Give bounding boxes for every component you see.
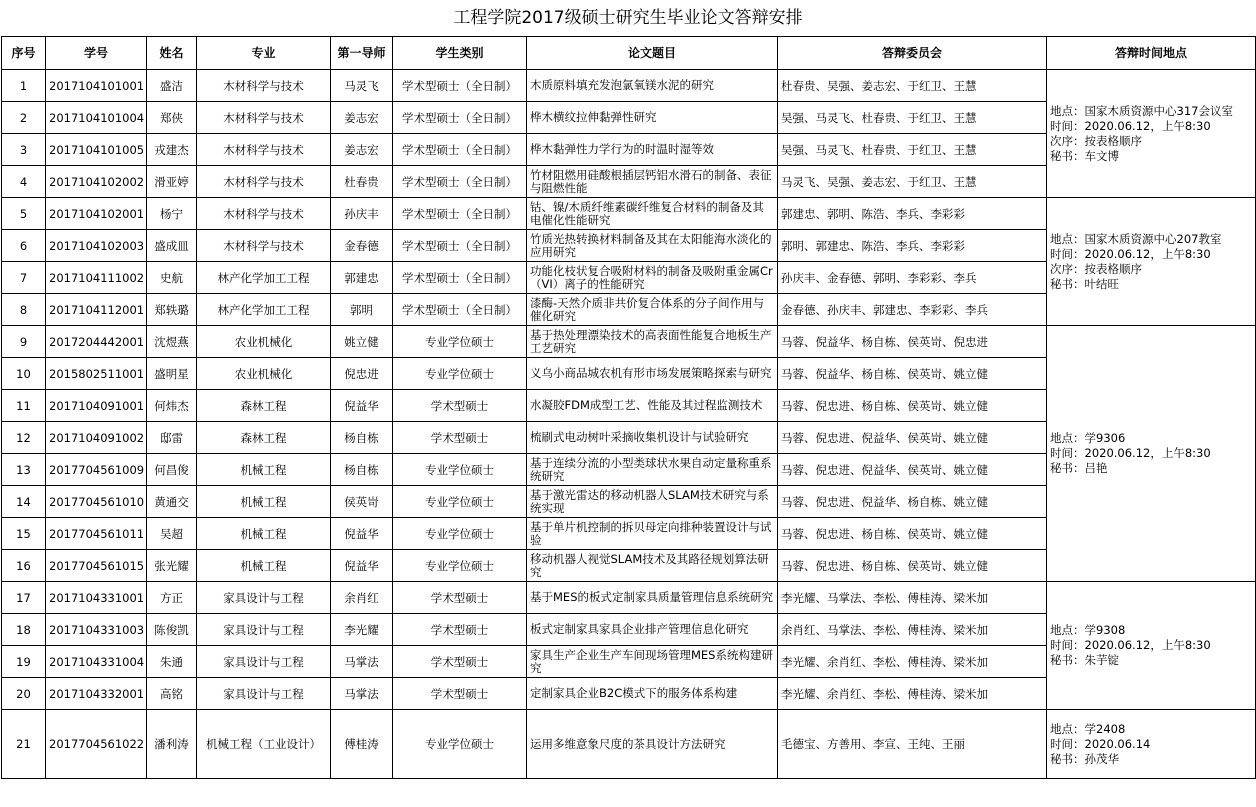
cell-major: 机械工程 bbox=[197, 486, 331, 518]
cell-student-id: 2017104112001 bbox=[46, 294, 147, 326]
cell-major: 森林工程 bbox=[197, 390, 331, 422]
cell-name: 郑轶璐 bbox=[147, 294, 197, 326]
cell-no: 17 bbox=[2, 582, 46, 614]
cell-no: 21 bbox=[2, 710, 46, 779]
cell-name: 何昌俊 bbox=[147, 454, 197, 486]
cell-no: 12 bbox=[2, 422, 46, 454]
cell-student-id: 2015802511001 bbox=[46, 358, 147, 390]
cell-student-type: 学术型硕士 bbox=[393, 646, 527, 678]
cell-name: 吴超 bbox=[147, 518, 197, 550]
cell-topic: 移动机器人视觉SLAM技术及其路径规划算法研究 bbox=[527, 550, 778, 582]
cell-student-type: 专业学位硕士 bbox=[393, 550, 527, 582]
cell-name: 滑亚婷 bbox=[147, 166, 197, 198]
cell-no: 6 bbox=[2, 230, 46, 262]
cell-student-type: 学术型硕士 bbox=[393, 390, 527, 422]
cell-topic: 定制家具企业B2C模式下的服务体系构建 bbox=[527, 678, 778, 710]
cell-name: 杨宁 bbox=[147, 198, 197, 230]
cell-name: 陈俊凯 bbox=[147, 614, 197, 646]
cell-no: 15 bbox=[2, 518, 46, 550]
cell-name: 方正 bbox=[147, 582, 197, 614]
cell-name: 何炜杰 bbox=[147, 390, 197, 422]
cell-advisor: 侯英岢 bbox=[331, 486, 393, 518]
cell-no: 18 bbox=[2, 614, 46, 646]
cell-student-type: 学术型硕士 bbox=[393, 582, 527, 614]
cell-advisor: 杜春贵 bbox=[331, 166, 393, 198]
cell-no: 13 bbox=[2, 454, 46, 486]
cell-advisor: 倪益华 bbox=[331, 518, 393, 550]
cell-name: 沈煜燕 bbox=[147, 326, 197, 358]
cell-major: 木材科学与技术 bbox=[197, 166, 331, 198]
cell-committee: 郭明、郭建忠、陈浩、李兵、李彩彩 bbox=[778, 230, 1047, 262]
page-title: 工程学院2017级硕士研究生毕业论文答辩安排 bbox=[453, 8, 803, 28]
header-row bbox=[2, 37, 1256, 70]
cell-major: 农业机械化 bbox=[197, 358, 331, 390]
cell-location-group: 地点：学9306 时间：2020.06.12，上午8:30 秘书：吕艳 bbox=[1047, 326, 1256, 582]
cell-topic: 钴、镍/木质纤维素碳纤维复合材料的制备及其电催化性能研究 bbox=[527, 198, 778, 230]
cell-advisor: 杨自栋 bbox=[331, 454, 393, 486]
cell-no: 7 bbox=[2, 262, 46, 294]
cell-location-group: 地点：国家木质资源中心317会议室 时间：2020.06.12，上午8:30 次序：按表格顺序 秘书：车文博 bbox=[1047, 70, 1256, 198]
cell-committee: 马蓉、倪忠进、倪益华、杨自栋、姚立健 bbox=[778, 486, 1047, 518]
cell-student-id: 2017704561011 bbox=[46, 518, 147, 550]
cell-location-group: 地点：学9308 时间：2020.06.12，上午8:30 秘书：朱芋锭 bbox=[1047, 582, 1256, 710]
cell-major: 林产化学加工工程 bbox=[197, 294, 331, 326]
cell-no: 16 bbox=[2, 550, 46, 582]
cell-topic: 家具生产企业生产车间现场管理MES系统构建研究 bbox=[527, 646, 778, 678]
cell-topic: 基于单片机控制的拆贝母定向排种装置设计与试验 bbox=[527, 518, 778, 550]
cell-committee: 马蓉、倪忠进、杨自栋、侯英岢、姚立健 bbox=[778, 518, 1047, 550]
cell-student-type: 学术型硕士（全日制） bbox=[393, 198, 527, 230]
cell-name: 邸雷 bbox=[147, 422, 197, 454]
cell-committee: 杜春贵、吴强、姜志宏、于红卫、王慧 bbox=[778, 70, 1047, 102]
cell-topic: 基于激光雷达的移动机器人SLAM技术研究与系统实现 bbox=[527, 486, 778, 518]
cell-student-type: 学术型硕士 bbox=[393, 614, 527, 646]
cell-topic: 水凝胶FDM成型工艺、性能及其过程监测技术 bbox=[527, 390, 778, 422]
cell-committee: 金春德、孙庆丰、郭建忠、李彩彩、李兵 bbox=[778, 294, 1047, 326]
cell-committee: 孙庆丰、金春德、郭明、李彩彩、李兵 bbox=[778, 262, 1047, 294]
cell-advisor: 李光耀 bbox=[331, 614, 393, 646]
cell-student-id: 2017704561009 bbox=[46, 454, 147, 486]
cell-name: 盛明星 bbox=[147, 358, 197, 390]
cell-student-id: 2017104101004 bbox=[46, 102, 147, 134]
col-header-id: 学号 bbox=[46, 37, 147, 70]
cell-no: 2 bbox=[2, 102, 46, 134]
col-header-type: 学生类别 bbox=[393, 37, 527, 70]
cell-student-type: 学术型硕士（全日制） bbox=[393, 294, 527, 326]
cell-major: 木材科学与技术 bbox=[197, 134, 331, 166]
cell-committee: 余肖红、马掌法、李松、傅桂涛、梁米加 bbox=[778, 614, 1047, 646]
cell-committee: 吴强、马灵飞、杜春贵、于红卫、王慧 bbox=[778, 102, 1047, 134]
col-header-advisor: 第一导师 bbox=[331, 37, 393, 70]
cell-committee: 马蓉、倪益华、杨自栋、侯英岢、姚立健 bbox=[778, 358, 1047, 390]
col-header-no: 序号 bbox=[2, 37, 46, 70]
cell-topic: 义乌小商品城农机有形市场发展策略探索与研究 bbox=[527, 358, 778, 390]
cell-advisor: 金春德 bbox=[331, 230, 393, 262]
cell-student-type: 学术型硕士 bbox=[393, 422, 527, 454]
cell-committee: 马蓉、倪忠进、倪益华、侯英岢、姚立健 bbox=[778, 454, 1047, 486]
cell-student-id: 2017104102001 bbox=[46, 198, 147, 230]
cell-student-type: 专业学位硕士 bbox=[393, 518, 527, 550]
cell-student-type: 学术型硕士 bbox=[393, 678, 527, 710]
cell-committee: 马蓉、倪忠进、倪益华、侯英岢、姚立健 bbox=[778, 422, 1047, 454]
cell-no: 19 bbox=[2, 646, 46, 678]
table-row bbox=[2, 326, 1256, 358]
cell-name: 盛洁 bbox=[147, 70, 197, 102]
col-header-committee: 答辩委员会 bbox=[778, 37, 1047, 70]
cell-student-id: 2017104331003 bbox=[46, 614, 147, 646]
cell-student-type: 学术型硕士（全日制） bbox=[393, 166, 527, 198]
cell-advisor: 郭建忠 bbox=[331, 262, 393, 294]
cell-advisor: 傅桂涛 bbox=[331, 710, 393, 779]
cell-location-group: 地点：学2408 时间：2020.06.14 秘书：孙茂华 bbox=[1047, 710, 1256, 779]
cell-student-id: 2017704561015 bbox=[46, 550, 147, 582]
cell-student-id: 2017104102002 bbox=[46, 166, 147, 198]
cell-major: 机械工程 bbox=[197, 518, 331, 550]
cell-committee: 马灵飞、吴强、姜志宏、于红卫、王慧 bbox=[778, 166, 1047, 198]
cell-advisor: 郭明 bbox=[331, 294, 393, 326]
cell-name: 朱通 bbox=[147, 646, 197, 678]
cell-name: 潘利涛 bbox=[147, 710, 197, 779]
col-header-location: 答辩时间地点 bbox=[1047, 37, 1256, 70]
table-row bbox=[2, 198, 1256, 230]
cell-advisor: 倪益华 bbox=[331, 390, 393, 422]
cell-topic: 桦木横纹拉伸黏弹性研究 bbox=[527, 102, 778, 134]
cell-no: 8 bbox=[2, 294, 46, 326]
cell-advisor: 倪忠进 bbox=[331, 358, 393, 390]
cell-name: 戎建杰 bbox=[147, 134, 197, 166]
cell-student-type: 专业学位硕士 bbox=[393, 486, 527, 518]
col-header-topic: 论文题目 bbox=[527, 37, 778, 70]
cell-major: 家具设计与工程 bbox=[197, 678, 331, 710]
cell-advisor: 余肖红 bbox=[331, 582, 393, 614]
cell-student-id: 2017104091002 bbox=[46, 422, 147, 454]
cell-no: 9 bbox=[2, 326, 46, 358]
cell-student-id: 2017104111002 bbox=[46, 262, 147, 294]
cell-student-id: 2017204442001 bbox=[46, 326, 147, 358]
cell-topic: 运用多维意象尺度的茶具设计方法研究 bbox=[527, 710, 778, 779]
cell-committee: 马蓉、倪忠进、杨自栋、侯英岢、姚立健 bbox=[778, 390, 1047, 422]
cell-student-id: 2017104101001 bbox=[46, 70, 147, 102]
cell-name: 史航 bbox=[147, 262, 197, 294]
cell-student-type: 学术型硕士（全日制） bbox=[393, 230, 527, 262]
cell-major: 机械工程 bbox=[197, 550, 331, 582]
table-row bbox=[2, 70, 1256, 102]
cell-no: 5 bbox=[2, 198, 46, 230]
cell-committee: 李光耀、马掌法、李松、傅桂涛、梁米加 bbox=[778, 582, 1047, 614]
cell-topic: 梳刷式电动树叶采摘收集机设计与试验研究 bbox=[527, 422, 778, 454]
cell-student-id: 2017104102003 bbox=[46, 230, 147, 262]
cell-major: 木材科学与技术 bbox=[197, 70, 331, 102]
cell-student-id: 2017104091001 bbox=[46, 390, 147, 422]
cell-no: 10 bbox=[2, 358, 46, 390]
cell-topic: 板式定制家具家具企业排产管理信息化研究 bbox=[527, 614, 778, 646]
cell-name: 盛成皿 bbox=[147, 230, 197, 262]
cell-student-type: 专业学位硕士 bbox=[393, 326, 527, 358]
cell-advisor: 倪益华 bbox=[331, 550, 393, 582]
cell-advisor: 杨自栋 bbox=[331, 422, 393, 454]
cell-student-type: 学术型硕士（全日制） bbox=[393, 134, 527, 166]
cell-student-id: 2017704561010 bbox=[46, 486, 147, 518]
cell-committee: 郭建忠、郭明、陈浩、李兵、李彩彩 bbox=[778, 198, 1047, 230]
cell-topic: 桦木黏弹性力学行为的时温时湿等效 bbox=[527, 134, 778, 166]
cell-major: 家具设计与工程 bbox=[197, 582, 331, 614]
cell-committee: 马蓉、倪忠进、杨自栋、侯英岢、姚立健 bbox=[778, 550, 1047, 582]
cell-major: 木材科学与技术 bbox=[197, 230, 331, 262]
cell-topic: 竹质光热转换材料制备及其在太阳能海水淡化的应用研究 bbox=[527, 230, 778, 262]
col-header-name: 姓名 bbox=[147, 37, 197, 70]
cell-major: 家具设计与工程 bbox=[197, 614, 331, 646]
cell-major: 家具设计与工程 bbox=[197, 646, 331, 678]
cell-topic: 竹材阻燃用硅酸根插层钙铝水滑石的制备、表征与阻燃性能 bbox=[527, 166, 778, 198]
cell-advisor: 姜志宏 bbox=[331, 102, 393, 134]
cell-name: 高铭 bbox=[147, 678, 197, 710]
cell-student-id: 2017104332001 bbox=[46, 678, 147, 710]
cell-name: 郑侠 bbox=[147, 102, 197, 134]
cell-major: 森林工程 bbox=[197, 422, 331, 454]
cell-no: 14 bbox=[2, 486, 46, 518]
cell-student-id: 2017104331004 bbox=[46, 646, 147, 678]
cell-topic: 功能化枝状复合吸附材料的制备及吸附重金属Cr（VI）离子的性能研究 bbox=[527, 262, 778, 294]
defense-schedule-table bbox=[1, 36, 1256, 779]
cell-topic: 基于连续分流的小型类球状水果自动定量称重系统研究 bbox=[527, 454, 778, 486]
cell-committee: 吴强、马灵飞、杜春贵、于红卫、王慧 bbox=[778, 134, 1047, 166]
cell-student-id: 2017704561022 bbox=[46, 710, 147, 779]
cell-committee: 李光耀、余肖红、李松、傅桂涛、梁米加 bbox=[778, 646, 1047, 678]
cell-no: 20 bbox=[2, 678, 46, 710]
cell-no: 3 bbox=[2, 134, 46, 166]
cell-location-group: 地点：国家木质资源中心207教室 时间：2020.06.12，上午8:30 次序：按表格顺序 秘书：叶结旺 bbox=[1047, 198, 1256, 326]
cell-student-type: 学术型硕士（全日制） bbox=[393, 102, 527, 134]
cell-no: 1 bbox=[2, 70, 46, 102]
cell-student-type: 学术型硕士（全日制） bbox=[393, 70, 527, 102]
col-header-major: 专业 bbox=[197, 37, 331, 70]
cell-advisor: 姚立健 bbox=[331, 326, 393, 358]
table-row bbox=[2, 582, 1256, 614]
cell-topic: 木质原料填充发泡氯氧镁水泥的研究 bbox=[527, 70, 778, 102]
cell-committee: 李光耀、余肖红、李松、傅桂涛、梁米加 bbox=[778, 678, 1047, 710]
cell-advisor: 马掌法 bbox=[331, 646, 393, 678]
cell-committee: 马蓉、倪益华、杨自栋、侯英岢、倪忠进 bbox=[778, 326, 1047, 358]
cell-student-type: 专业学位硕士 bbox=[393, 454, 527, 486]
cell-topic: 漆酶-天然介质非共价复合体系的分子间作用与催化研究 bbox=[527, 294, 778, 326]
cell-advisor: 马掌法 bbox=[331, 678, 393, 710]
cell-major: 林产化学加工工程 bbox=[197, 262, 331, 294]
cell-student-type: 专业学位硕士 bbox=[393, 710, 527, 779]
cell-major: 农业机械化 bbox=[197, 326, 331, 358]
cell-major: 木材科学与技术 bbox=[197, 102, 331, 134]
cell-major: 机械工程（工业设计） bbox=[197, 710, 331, 779]
table-row bbox=[2, 710, 1256, 779]
cell-student-id: 2017104331001 bbox=[46, 582, 147, 614]
cell-major: 机械工程 bbox=[197, 454, 331, 486]
cell-advisor: 孙庆丰 bbox=[331, 198, 393, 230]
cell-student-type: 专业学位硕士 bbox=[393, 358, 527, 390]
cell-no: 11 bbox=[2, 390, 46, 422]
cell-topic: 基于MES的板式定制家具质量管理信息系统研究 bbox=[527, 582, 778, 614]
cell-advisor: 马灵飞 bbox=[331, 70, 393, 102]
cell-no: 4 bbox=[2, 166, 46, 198]
cell-student-id: 2017104101005 bbox=[46, 134, 147, 166]
cell-advisor: 姜志宏 bbox=[331, 134, 393, 166]
cell-topic: 基于热处理漂染技术的高表面性能复合地板生产工艺研究 bbox=[527, 326, 778, 358]
cell-name: 张光耀 bbox=[147, 550, 197, 582]
cell-major: 木材科学与技术 bbox=[197, 198, 331, 230]
cell-student-type: 学术型硕士（全日制） bbox=[393, 262, 527, 294]
cell-committee: 毛德宝、方善用、李宣、王纯、王丽 bbox=[778, 710, 1047, 779]
cell-name: 黄通交 bbox=[147, 486, 197, 518]
